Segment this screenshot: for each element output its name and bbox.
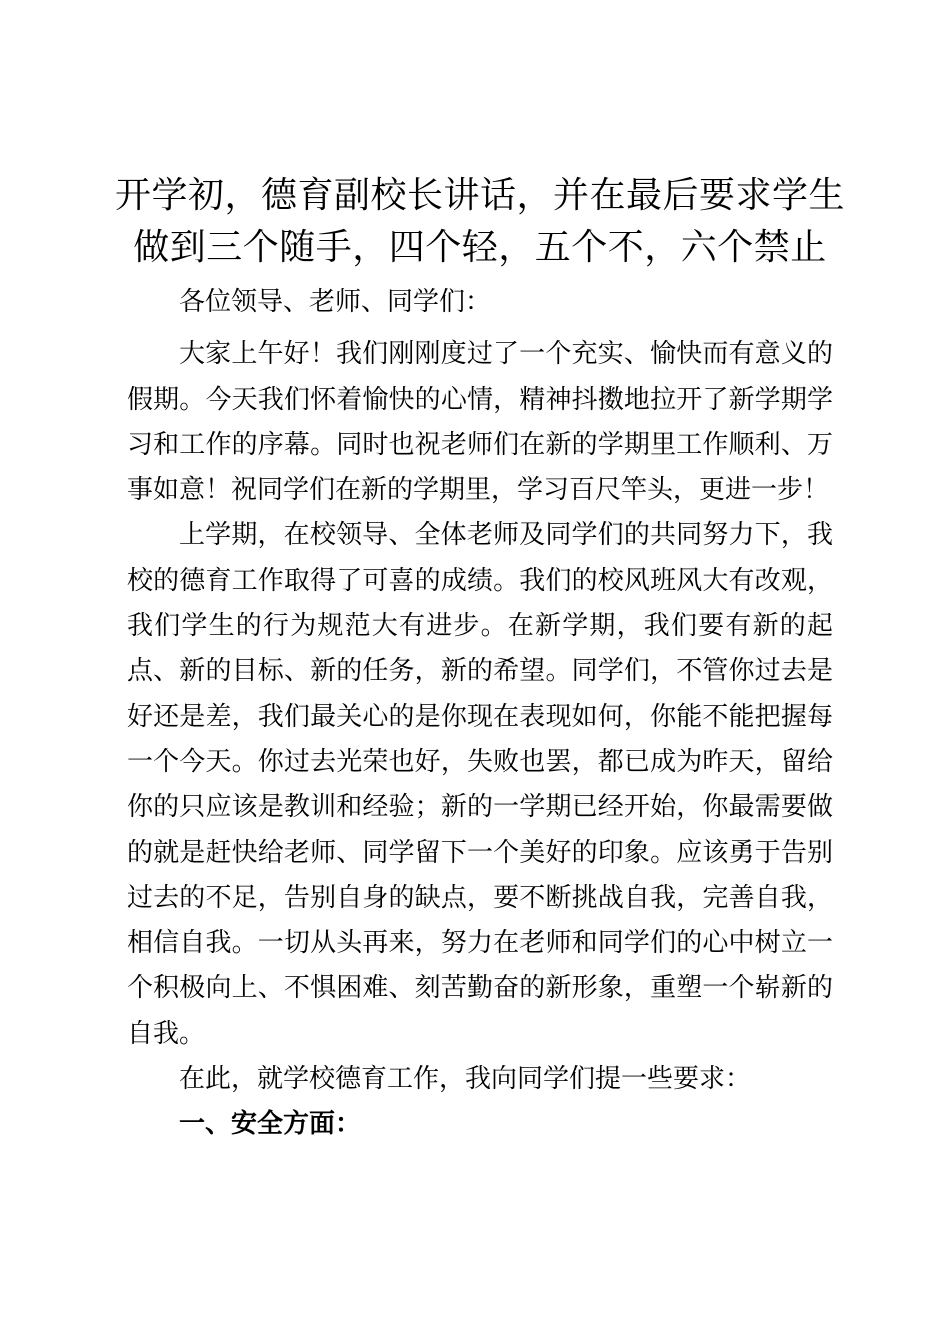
section-heading-safety: 一、安全方面： <box>179 1109 362 1140</box>
paragraph-greeting: 大家上午好！我们刚刚度过了一个充实、愉快而有意义的假期。今天我们怀着愉快的心情，精神抖擞地拉开了新学期学习和工作的序幕。同时也祝老师们在新的学期里工作顺利、万事如意！祝同学们在新的学期里，学习百尺竿头，更进一步！ <box>127 339 833 506</box>
document-title <box>100 170 860 274</box>
paragraph-last-term: 上学期，在校领导、全体老师及同学们的共同努力下，我校的德育工作取得了可喜的成绩。我们的校风班风大有改观，我们学生的行为规范大有进步。在新学期，我们要有新的起点、新的目标、新的任务，新的希望。同学们，不管你过去是好还是差，我们最关心的是你现在表现如何，你能不能把握每一个今天。你过去光荣也好，失败也罢，都已成为昨天，留给你的只应该是教训和经验；新的一学期已经开始，你最需要做的就是赶快给老师、同学留下一个美好的印象。应该勇于告别过去的不足，告别自身的缺点，要不断挑战自我，完善自我，相信自我。一切从头再来，努力在老师和同学们的心中树立一个积极向上、不惧困难、刻苦勤奋的新形象，重塑一个崭新的自我。 <box>127 520 833 1049</box>
document-body <box>127 280 833 1148</box>
paragraph-requirements-intro: 在此，就学校德育工作，我向同学们提一些要求： <box>179 1064 752 1095</box>
title-line-1: 开学初，德育副校长讲话，并在最后要求学生 <box>114 175 845 216</box>
salutation: 各位领导、老师、同学们： <box>179 287 492 317</box>
title-line-2: 做到三个随手，四个轻，五个不，六个禁止 <box>133 227 827 268</box>
